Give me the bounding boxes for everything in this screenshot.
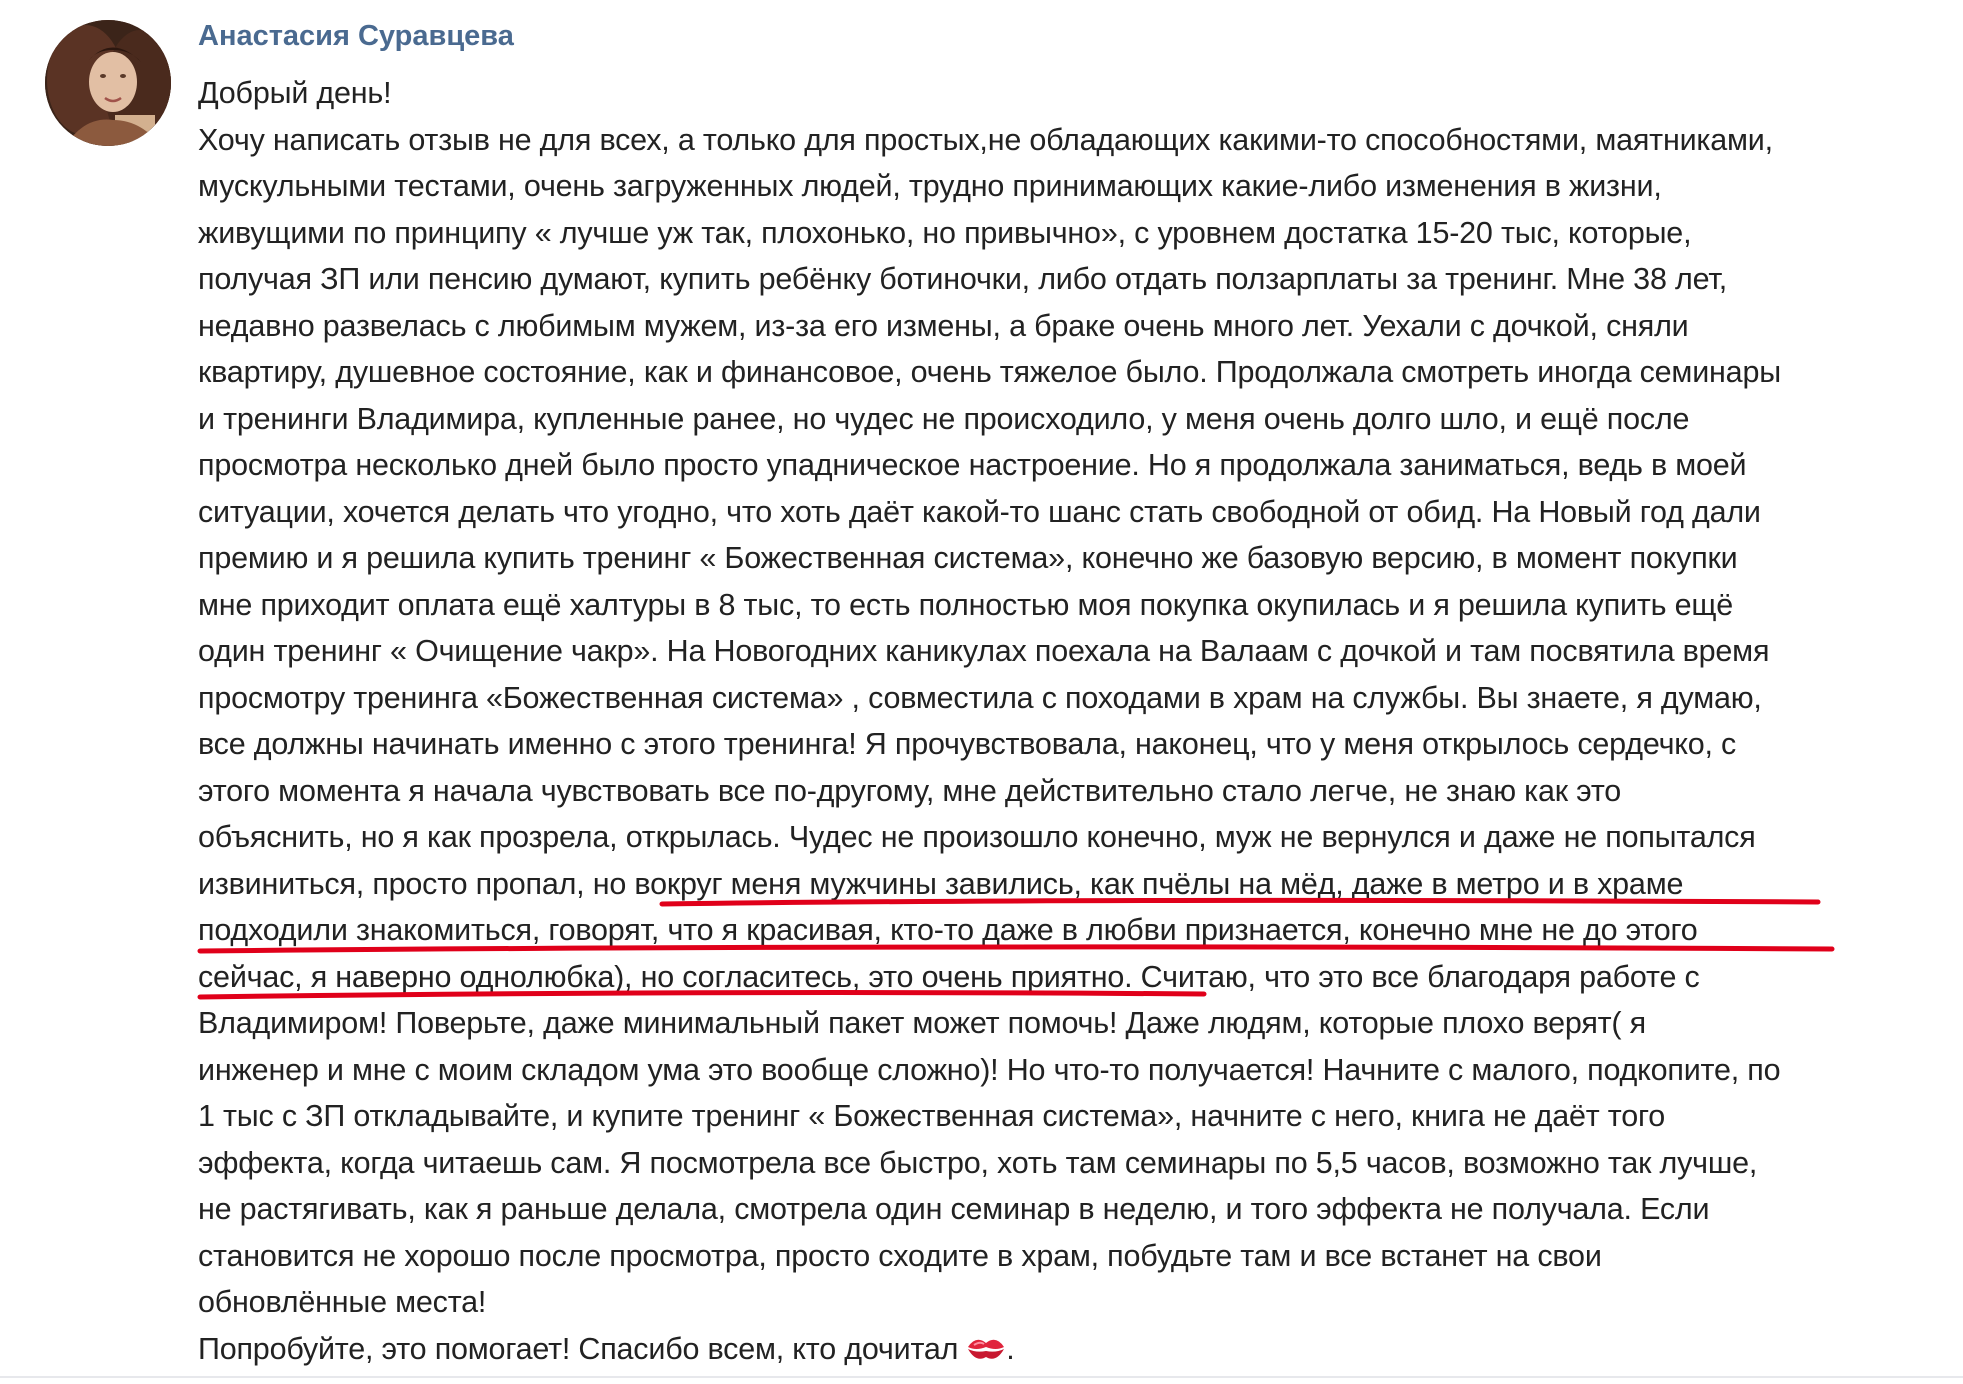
comment-line: становится не хорошо после просмотра, просто сходите в храм, побудьте там и все встанет на свои	[198, 1238, 1602, 1273]
comment-line: недавно развелась с любимым мужем, из-за его измены, а браке очень много лет. Уехали с дочкой, сняли	[198, 308, 1689, 343]
comment-line: мне приходит оплата ещё халтуры в 8 тыс, то есть полностью моя покупка окупилась и я решила купить ещё	[198, 587, 1734, 622]
comment-line: объяснить, но я как прозрела, открылась. Чудес не произошло конечно, муж не вернулся и даже не попытался	[198, 820, 1756, 854]
comment-line: один тренинг « Очищение чакр». На Новогодних каникулах поехала на Валаам с дочкой и там посвятила время	[198, 634, 1770, 668]
comment-line: все должны начинать именно с этого тренинга! Я прочувствовала, наконец, что у меня открылось сердечко, с	[198, 727, 1737, 761]
comment-line: Попробуйте, это помогает! Спасибо всем, кто дочитал	[198, 1331, 959, 1366]
comment-line: мускульными тестами, очень загруженных людей, трудно принимающих какие-либо изменения в жизни,	[198, 169, 1662, 203]
comment-line: извиниться, просто пропал, но вокруг меня мужчины завились, как пчёлы на мёд, даже в метро и в храме	[198, 866, 1684, 901]
comment-line: премию и я решила купить тренинг « Божественная система», конечно же базовую версию, в момент покупки	[198, 541, 1738, 575]
kiss-mark-icon	[966, 1333, 1006, 1363]
comment-line: квартиру, душевное состояние, как и финансовое, очень тяжелое было. Продолжала смотреть иногда семинары	[198, 355, 1781, 389]
comment-line: инженер и мне с моим складом ума это вообще сложно)! Но что-то получается! Начните с малого, подкопите, по	[198, 1052, 1781, 1087]
comment-line: ситуации, хочется делать что угодно, что хоть даёт какой-то шанс стать свободной от обид. На Новый год дали	[198, 494, 1761, 529]
comment-body	[198, 70, 1918, 1372]
comment-line: живущими по принципу « лучше уж так, плохонько, но привычно», с уровнем достатка 15-20 тыс, которые,	[198, 215, 1692, 250]
comment-line: эффекта, когда читаешь сам. Я посмотрела все быстро, хоть там семинары по 5,5 часов, возможно так лучше,	[198, 1145, 1758, 1180]
comment-line: просмотра несколько дней было просто упадническое настроение. Но я продолжала заниматься, ведь в моей	[198, 448, 1747, 482]
comment-line: Владимиром! Поверьте, даже минимальный пакет может помочь! Даже людям, которые плохо верят( я	[198, 1006, 1646, 1040]
comment-last-line	[198, 1326, 1918, 1373]
comment-line: 1 тыс с ЗП откладывайте, и купите тренинг « Божественная система», начните с него, книга не даёт того	[198, 1099, 1666, 1133]
comment-line: просмотру тренинга «Божественная система» , совместила с походами в храм на службы. Вы знаете, я думаю,	[198, 680, 1762, 715]
comment-line: сейчас, я наверно однолюбка), но согласитесь, это очень приятно. Считаю, что это все благодаря работе с	[198, 959, 1700, 994]
comment-line: этого момента я начала чувствовать все по-другому, мне действительно стало легче, не знаю как это	[198, 773, 1622, 808]
author-name-link[interactable]: Анастасия Суравцева	[198, 20, 514, 52]
author-avatar[interactable]	[45, 20, 171, 146]
comment-line: не растягивать, как я раньше делала, смотрела один семинар в неделю, и того эффекта не получала. Если	[198, 1192, 1710, 1226]
avatar-photo-icon	[45, 20, 171, 146]
comment-line: получая ЗП или пенсию думают, купить ребёнку ботиночки, либо отдать ползарплаты за тренинг. Мне 38 лет,	[198, 262, 1727, 296]
trailing-period: .	[1006, 1331, 1015, 1366]
comment-line: подходили знакомиться, говорят, что я красивая, кто-то даже в любви признается, конечно мне не до этого	[198, 913, 1698, 947]
divider	[0, 1376, 1963, 1378]
comment-line: обновлённые места!	[198, 1285, 487, 1319]
comment-line: Хочу написать отзыв не для всех, а только для простых,не обладающих какими-то способностями, маятниками,	[198, 122, 1773, 157]
comment-line: и тренинги Владимира, купленные ранее, но чудес не происходило, у меня очень долго шло, и ещё после	[198, 401, 1690, 436]
comment-line: Добрый день!	[198, 76, 392, 110]
